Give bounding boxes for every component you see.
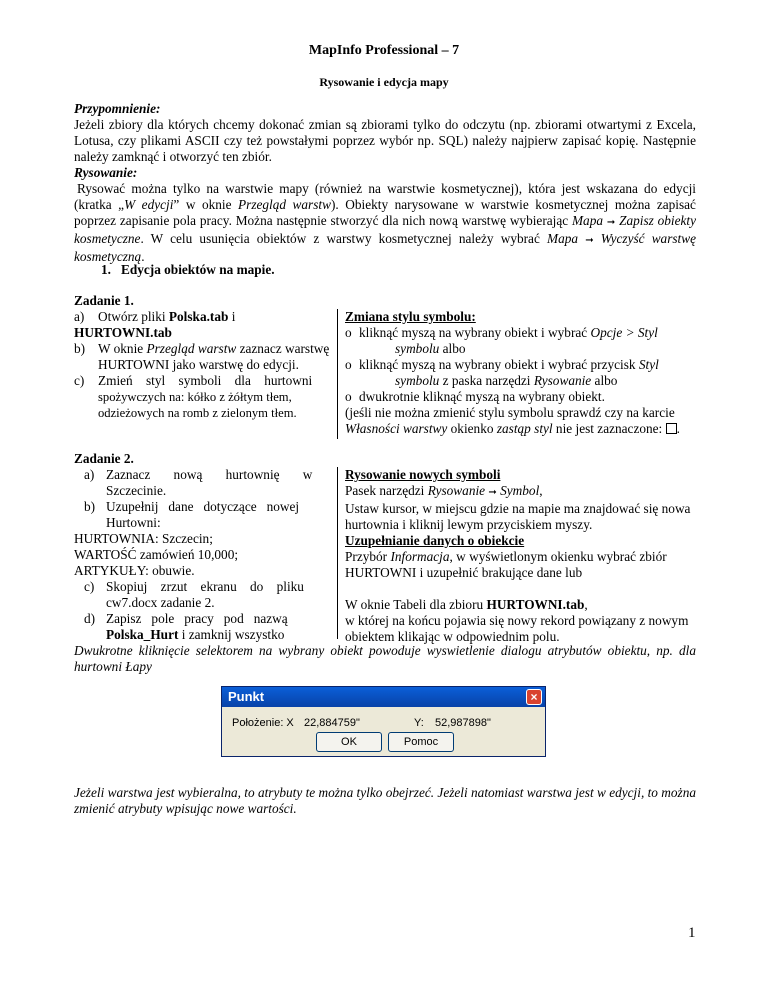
x-value: 22,884759" bbox=[304, 717, 360, 729]
section-heading: 1. Edycja obiektów na mapie. bbox=[101, 262, 275, 277]
help-button[interactable]: Pomoc bbox=[388, 732, 454, 752]
style-change-box: Zmiana stylu symbolu: o kliknąć myszą na wybrany obiekt i wybrać Opcje > Styl symbolu albo o kliknąć myszą na wybrany obiekt i wybrać przycisk Styl symbolu z paska narzędzi Rysowanie albo o dwukrotnie kliknąć myszą na wybrany obiekt. (jeśli nie można zmienić stylu symbolu sprawdź czy na karcie Własności warstwy okienko zastąp styl nie jest zaznaczone: . bbox=[345, 309, 697, 437]
page-subtitle: Rysowanie i edycja mapy bbox=[319, 75, 449, 89]
ok-button[interactable]: OK bbox=[316, 732, 382, 752]
drawing-text: Rysować można tylko na warstwie mapy (również na warstwie kosmetycznej), która jest wskazana do edycji (kratka „W edycji” w oknie Przegląd warstw). Obiekty narysowane w warstwie kosmetycznej można zapisać poprzez zapisanie pola pracy. Można następnie stworzyć dla nich nową warstwę wybierając Mapa ➞ Zapisz obiekty kosmetyczne. W celu usunięcia obiektów z warstwy kosmetycznej należy wybrać Mapa ➞ Wyczyść warstwę kosmetyczną. bbox=[74, 181, 697, 264]
style-change-heading: Zmiana stylu symbolu: bbox=[345, 309, 476, 324]
task2-heading: Zadanie 2. bbox=[74, 451, 134, 466]
y-label: Y: bbox=[414, 717, 424, 729]
punkt-dialog bbox=[221, 686, 546, 757]
page-title: MapInfo Professional – 7 bbox=[308, 43, 460, 58]
final-note: Jeżeli warstwa jest wybieralna, to atrybuty te można tylko obejrzeć. Jeżeli natomiast warstwa jest w edycji, to można zmienić atrybuty wpisując nowe wartości. bbox=[74, 785, 696, 816]
task1-heading: Zadanie 1. bbox=[74, 293, 134, 308]
column-divider-2 bbox=[337, 467, 338, 639]
reminder-heading: Przypomnienie: bbox=[74, 101, 161, 116]
task2-list: a) Zaznacz nową hurtownię w Szczecinie. b) Uzupełnij dane dotyczące nowej Hurtowni: HURTOWNIA: Szczecin; WARTOŚĆ zamówień 10,000; ARTYKUŁY: obuwie. c) Skopiuj zrzut ekranu do pliku cw7.docx zadanie 2. d) Zapisz pole pracy pod nazwą Polska_Hurt i zamknij wszystko bbox=[74, 467, 313, 642]
dblclick-note: Dwukrotne kliknięcie selektorem na wybrany obiekt powoduje wyswietlenie dialogu atrybutów obiektu, np. dla hurtowni Łapy bbox=[74, 643, 696, 674]
task1-list: a) Otwórz pliki Polska.tab i HURTOWNI.tab b) W oknie Przegląd warstw zaznacz warstwę HURTOWNI jako warstwę do edycji. c) Zmień styl symboli dla hurtowni spożywczych na: kółko z żółtym tłem, odzieżowych na romb z zielonym tłem. bbox=[74, 309, 330, 420]
position-label: Położenie: X bbox=[232, 717, 294, 729]
column-divider-1 bbox=[337, 309, 338, 439]
close-icon[interactable]: × bbox=[526, 689, 542, 705]
dialog-title: Punkt bbox=[228, 689, 265, 704]
checkbox-icon bbox=[666, 423, 677, 434]
page-number: 1 bbox=[688, 925, 696, 941]
reminder-text: Jeżeli zbiory dla których chcemy dokonać zmian są zbiorami tylko do odczytu (np. zbiorami otwartymi z Excela, Lotusa, czy plikami ASCII czy też powstałymi poprzez wybór np. SQL) należy najpierw zapisać kopię. Następnie należy zamknąć i otworzyć ten zbiór. bbox=[74, 117, 696, 164]
y-value: 52,987898" bbox=[435, 717, 491, 729]
task2-instructions: Rysowanie nowych symboli Pasek narzędzi Rysowanie ➞ Symbol, Ustaw kursor, w miejscu gdzie na mapie ma znajdować się nowa hurtownia i kliknij lewym przyciskiem myszy. Uzupełnianie danych o obiekcie Przybór Informacja, w wyświetlonym okienku wybrać zbiór HURTOWNI i uzupełnić brakujące dane lub W oknie Tabeli dla zbioru HURTOWNI.tab, w której na końcu pojawia się nowy rekord powiązany z nowym obiektem klikając w odpowiednim polu. bbox=[345, 467, 691, 644]
dialog-titlebar bbox=[222, 687, 545, 707]
drawing-heading: Rysowanie: bbox=[74, 165, 138, 180]
